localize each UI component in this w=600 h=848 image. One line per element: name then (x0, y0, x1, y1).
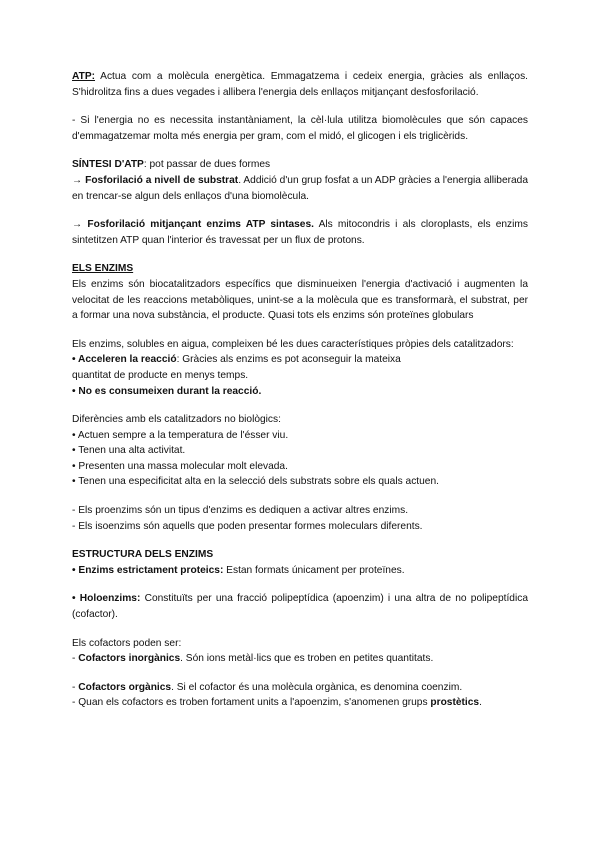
cofactors-inorganic (72, 651, 528, 667)
property-1-continued: quantitat de producte en menys temps. (72, 369, 249, 381)
synthesis-item-1-title: Fosforilació a nivell de substrat (85, 174, 239, 186)
synthesis-intro (72, 157, 528, 173)
cofactors-intro: Els cofactors poden ser: (72, 637, 182, 649)
atp-paragraph (72, 69, 528, 100)
synthesis-item-1 (72, 173, 528, 204)
synthesis-item-2-title: Fosforilació mitjançant enzims ATP sintases. (87, 219, 314, 231)
property-1-text: : Gràcies als enzims es pot aconseguir la mateixa (176, 354, 401, 366)
atp-label: ATP: (72, 71, 96, 82)
differences-intro: Diferències amb els catalitzadors no biològics: (72, 414, 281, 426)
strict-enzims-text: Estan formats únicament per proteïnes. (223, 564, 405, 576)
synthesis-title: SÍNTESI D'ATP (72, 159, 144, 171)
holoenzims-text: Constituïts per una fracció polipeptídica (apoenzim) i una altra de no polipeptídica (cofactor). (72, 593, 528, 621)
strict-enzims (72, 563, 528, 579)
storage-paragraph: - Si l'energia no es necessita instantàniament, la cèl·lula utilitza biomolècules que són capaces d'emmagatzemar molta més energia per gram, com el midó, el glicogen i els triglicèrids. (72, 115, 528, 142)
cofactors-inorganic-title: Cofactors inorgànics (78, 653, 181, 665)
cofactors-organic-text: . Si el cofactor és una molècula orgànica, es denomina coenzim. (171, 681, 463, 693)
type-item: - Els isoenzims són aquells que poden presentar formes moleculars diferents. (72, 520, 423, 532)
type-item: - Els proenzims són un tipus d'enzims es dediquen a activar altres enzims. (72, 505, 409, 517)
dash-prefix: - (72, 653, 79, 665)
enzims-definition: Els enzims són biocatalitzadors específics que disminueixen l'energia d'activació i augmenten la velocitat de les reaccions metabòliques, unint-se a la molècula que es transformarà, el substrat, per a formar una nova substància, el producte. Quasi tots els enzims són proteïnes globulars (72, 278, 528, 322)
difference-item: • Tenen una especificitat alta en la selecció dels substrats sobre els quals actuen. (72, 476, 439, 488)
document-body (72, 69, 528, 711)
dash-prefix: - (72, 681, 79, 693)
enzims-properties-intro: Els enzims, solubles en aigua, compleixen bé les dues característiques pròpies dels catalitzadors: (72, 338, 514, 350)
synthesis-intro-text: : pot passar de dues formes (143, 159, 271, 171)
difference-item: • Presenten una massa molecular molt elevada. (72, 460, 288, 472)
property-1-title: • Acceleren la reacció (72, 354, 177, 366)
atp-text: Actua com a molècula energètica. Emmagatzema i cedeix energia, gràcies als enllaços. S'hidrolitza fins a dues vegades i allibera l'energia dels enllaços mitjançant desfosforilació. (72, 71, 528, 98)
difference-item: • Actuen sempre a la temperatura de l'ésser viu. (72, 429, 289, 441)
property-2 (72, 384, 528, 400)
synthesis-item-2 (72, 217, 528, 248)
synthesis-item-1-text: . Addició d'un grup fosfat a un ADP gràcies a l'energia alliberada en trencar-se algun dels enllaços d'una biomolècula. (72, 174, 529, 202)
difference-item: • Tenen una alta activitat. (72, 445, 186, 457)
holoenzims-title: • Holoenzims: (72, 593, 141, 605)
synthesis-item-2-text: Als mitocondris i als cloroplasts, els enzims sintetitzen ATP quan l'interior és travessat per un flux de protons. (72, 219, 528, 246)
arrow-icon: → (72, 174, 86, 186)
prosthetic-groups (72, 695, 528, 711)
enzims-title: ELS ENZIMS (72, 263, 134, 275)
cofactors-organic-title: Cofactors orgànics (78, 681, 172, 693)
structure-title: ESTRUCTURA DELS ENZIMS (72, 549, 214, 561)
holoenzims (72, 591, 528, 622)
property-2-title: • No es consumeixen durant la reacció. (72, 385, 262, 397)
strict-enzims-title: • Enzims estrictament proteics: (72, 564, 224, 576)
arrow-icon: → (72, 219, 88, 231)
prosthetic-end: . (479, 697, 482, 709)
prosthetic-term: prostètics (430, 697, 480, 709)
cofactors-organic (72, 680, 528, 696)
cofactors-inorganic-text: . Són ions metàl·lics que es troben en petites quantitats. (180, 653, 434, 665)
prosthetic-text: - Quan els cofactors es troben fortament units a l'apoenzim, s'anomenen grups (72, 697, 431, 709)
property-1 (72, 352, 528, 368)
